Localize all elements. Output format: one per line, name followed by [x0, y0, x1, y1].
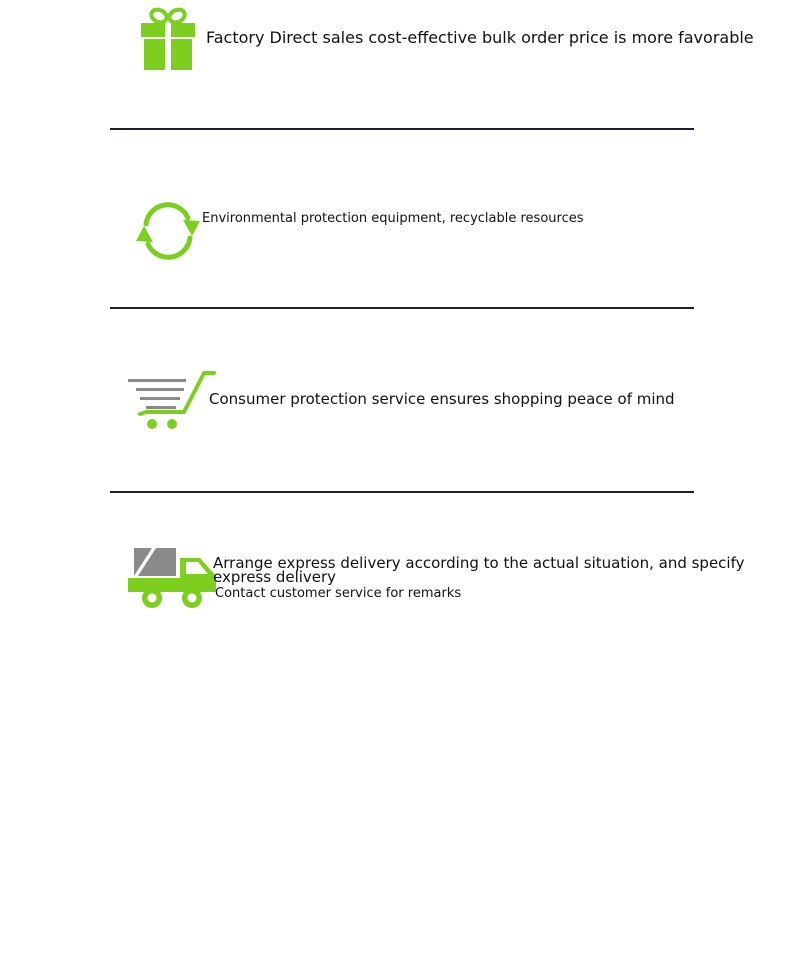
- section-divider: [110, 307, 694, 309]
- feature-text: Arrange express delivery according to the actual situation, and specify express delivery: [213, 554, 745, 586]
- section-divider: [110, 128, 694, 130]
- feature-text: Factory Direct sales cost-effective bulk order price is more favorable: [206, 28, 754, 47]
- section-divider: [110, 491, 694, 493]
- feature-text: Consumer protection service ensures shopping peace of mind: [209, 390, 675, 408]
- gift-icon: [138, 6, 198, 72]
- feature-text: Environmental protection equipment, recyclable resources: [202, 211, 584, 226]
- shopping-cart-icon: [126, 370, 218, 432]
- recycle-icon: [134, 200, 202, 262]
- feature-subtext: Contact customer service for remarks: [215, 586, 462, 601]
- delivery-truck-icon: [126, 546, 218, 610]
